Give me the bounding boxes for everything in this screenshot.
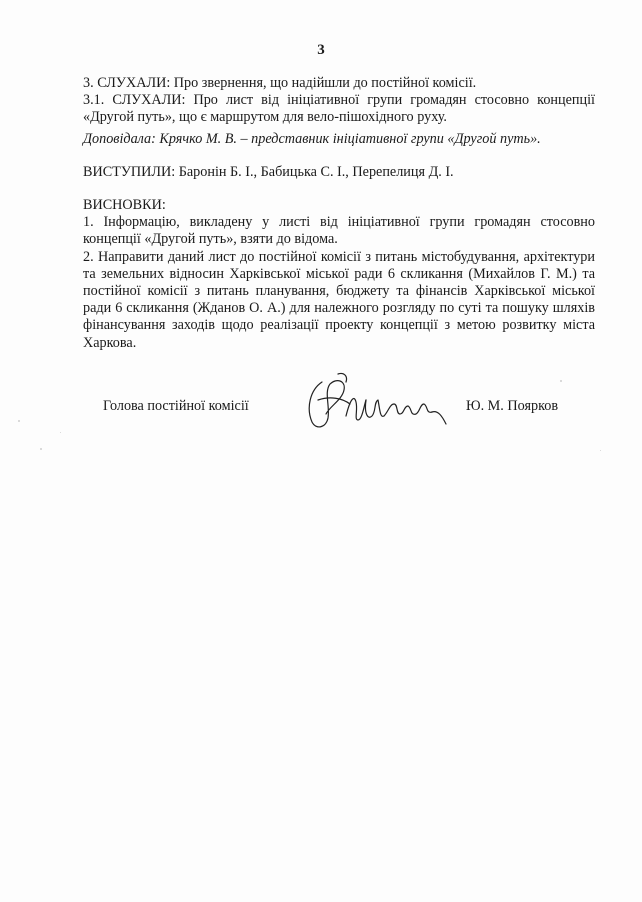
signature-title: Голова постійної комісії [103,398,249,414]
scan-speck [60,432,61,433]
scan-speck [40,448,42,450]
scan-speck [600,450,601,451]
heard-item-3-1-line2: «Другой путь», що є маршрутом для вело-пішохідного руху. [83,109,447,126]
conclusion-1: 1. Інформацію, викладену у листі від ініціативної групи громадян стосовно концепції «Другой путь», взяти до відома. [83,214,595,248]
speakers-line: ВИСТУПИЛИ: Баронін Б. І., Бабицька С. І., Перепелиця Д. І. [83,163,454,180]
conclusions-title: ВИСНОВКИ: [83,197,166,214]
signatory-name: Ю. М. Поярков [466,398,559,414]
document-body [83,75,595,352]
page-number: 3 [317,42,325,58]
scan-speck [18,420,20,422]
conclusion-2: 2. Направити даний лист до постійної комісії з питань містобудування, архітектури та земельних відносин Харківської міської ради 6 скликання (Михайлов Г. М.) та постійної комісії з питань планування, бюджету та фінансів Харківської міської ради 6 скликання (Жданов О. А.) для належного розгляду по суті та пошуку шляхів фінансування заходів щодо реалізації проекту концепції з метою розвитку міста Харкова. [83,248,595,351]
signature-block [0,370,642,440]
handwritten-signature [300,370,460,438]
scan-speck [560,380,562,382]
reporter-line: Доповідала: Крячко М. В. – представник ініціативної групи «Другой путь». [83,130,541,147]
heard-item-3-1-line1: 3.1. СЛУХАЛИ: Про лист від ініціативної групи громадян стосовно концепції [83,92,595,109]
heard-item-3: 3. СЛУХАЛИ: Про звернення, що надійшли до постійної комісії. [83,75,477,91]
